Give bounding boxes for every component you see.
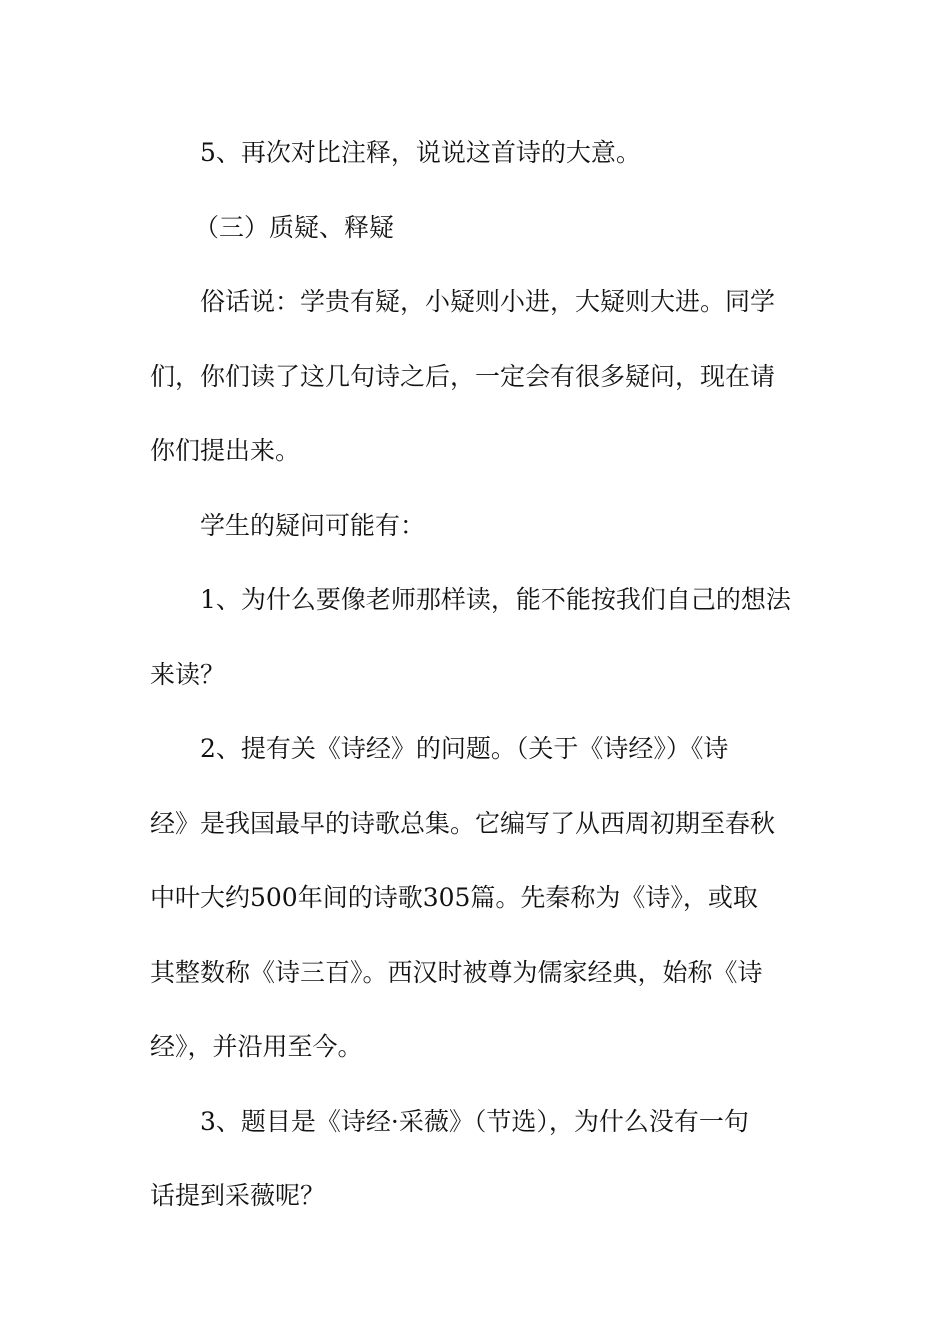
paragraph-summary-task (150, 116, 804, 191)
text-line: 其整数称《诗三百》。西汉时被尊为儒家经典，始称《诗 (150, 957, 763, 987)
text-line: （三）质疑、释疑 (194, 212, 395, 242)
document-body (150, 116, 804, 1234)
paragraph-question-1 (150, 563, 804, 712)
text-line: 们，你们读了这几句诗之后，一定会有很多疑问，现在请 (150, 361, 776, 391)
paragraph-question-3 (150, 1085, 804, 1234)
text-line: 俗话说：学贵有疑，小疑则小进，大疑则大进。同学 (200, 287, 776, 316)
text-line: 2、提有关《诗经》的问题。（关于《诗经》）《诗 (200, 734, 729, 763)
text-line: 3、题目是《诗经·采薇》（节选），为什么没有一句 (200, 1106, 749, 1136)
paragraph-student-questions-intro (150, 489, 804, 564)
paragraph-question-2 (150, 712, 804, 1085)
text-line: 5、再次对比注释，说说这首诗的大意。 (200, 138, 641, 167)
text-line: 中叶大约500年间的诗歌305篇。先秦称为《诗》，或取 (150, 883, 758, 912)
text-line: 学生的疑问可能有： (200, 510, 426, 540)
text-line: 经》，并沿用至今。 (150, 1032, 363, 1061)
text-line: 1、为什么要像老师那样读，能不能按我们自己的想法 (200, 585, 791, 614)
text-line: 你们提出来。 (150, 436, 301, 465)
paragraph-proverb (150, 265, 804, 489)
text-line: 来读？ (150, 659, 226, 689)
text-line: 话提到采薇呢？ (150, 1181, 326, 1210)
text-line: 经》是我国最早的诗歌总集。它编写了从西周初期至春秋 (150, 808, 776, 838)
section-heading (150, 191, 804, 266)
